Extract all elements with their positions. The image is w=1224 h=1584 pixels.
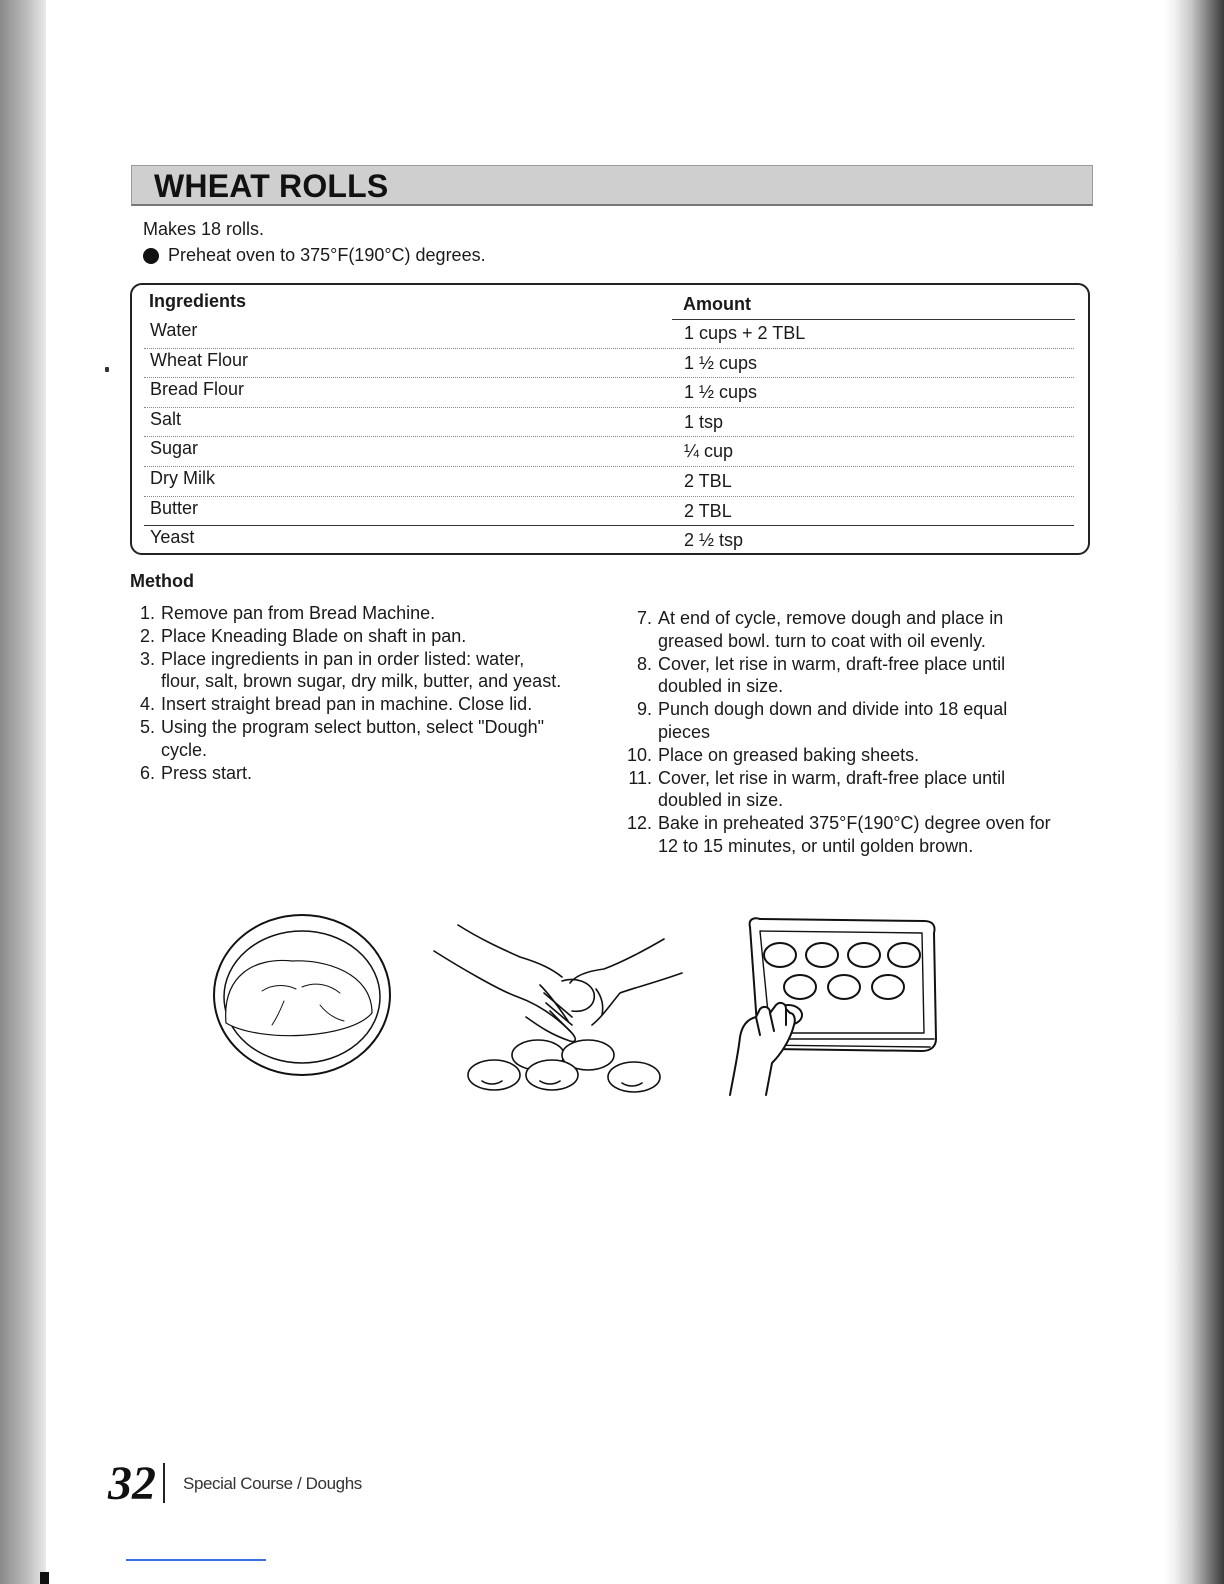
step-text: Using the program select button, select "Dough" cycle. (161, 716, 544, 760)
step-number: 7. (636, 608, 652, 628)
scan-left-edge (0, 0, 46, 1584)
ingredient-amount: 1 tsp (684, 411, 724, 432)
list-item (624, 812, 1064, 858)
step-number: 1. (139, 603, 155, 623)
ingredients-header: Ingredients (149, 291, 247, 311)
ingredient-amount: 2 TBL (684, 470, 732, 491)
ingredient-name: Yeast (150, 527, 195, 548)
ingredient-amount: ¼ cup (684, 441, 734, 462)
step-text: Punch dough down and divide into 18 equal pieces (658, 699, 1008, 742)
footer-divider (163, 1463, 165, 1503)
list-item (127, 602, 567, 625)
table-row (144, 408, 1074, 438)
ingredient-amount: 2 TBL (684, 500, 732, 521)
step-number: 5. (139, 716, 155, 737)
method-heading: Method (130, 571, 194, 591)
list-item (624, 653, 1064, 699)
table-row (144, 437, 1074, 467)
step-number: 11. (628, 767, 652, 788)
list-item (624, 767, 1064, 813)
baking-sheet-illustration (730, 918, 936, 1095)
yield-text: Makes 18 rolls. (143, 219, 265, 239)
step-text: Press start. (161, 762, 253, 783)
scan-speck (105, 367, 109, 372)
step-text: Place ingredients in pan in order listed: water, flour, salt, brown sugar, dry milk, butter, and yeast. (161, 648, 562, 692)
list-item (624, 698, 1064, 744)
table-row (144, 349, 1074, 379)
step-number: 6. (139, 762, 155, 783)
step-text: Place on greased baking sheets. (658, 744, 920, 765)
shaping-hands-illustration (434, 925, 682, 1092)
step-number: 12. (626, 813, 652, 834)
step-number: 4. (139, 694, 155, 715)
dough-bowl-illustration (214, 915, 390, 1075)
list-item (127, 716, 567, 762)
ingredients-table (130, 283, 1090, 555)
table-row (144, 378, 1074, 408)
ingredient-name: Wheat Flour (150, 349, 249, 370)
ingredient-name: Salt (150, 408, 182, 429)
step-text: Remove pan from Bread Machine. (161, 603, 436, 623)
scan-right-edge (1164, 0, 1224, 1584)
table-row (144, 467, 1074, 497)
ingredient-amount: 1 ½ cups (684, 382, 758, 403)
ingredient-name: Butter (150, 497, 199, 518)
ingredient-rows (144, 319, 1074, 555)
ingredient-amount: 1 ½ cups (684, 352, 758, 373)
table-row (144, 497, 1074, 527)
list-item (127, 693, 567, 716)
ingredient-name: Sugar (150, 438, 199, 459)
page-number: 32 (108, 1457, 156, 1510)
ingredient-name: Water (150, 320, 198, 340)
step-number: 8. (636, 653, 652, 674)
method-illustrations (200, 905, 960, 1105)
section-label: Special Course / Doughs (183, 1474, 362, 1493)
ingredient-amount: 2 ½ tsp (684, 530, 744, 551)
method-steps-left (127, 602, 567, 784)
step-text: Place Kneading Blade on shaft in pan. (161, 625, 467, 646)
method-steps-right (624, 607, 1064, 858)
step-number: 3. (139, 648, 155, 669)
title-banner (131, 165, 1093, 206)
scan-blue-line (126, 1559, 266, 1561)
step-number: 2. (139, 625, 155, 646)
ingredient-amount: 1 cups + 2 TBL (684, 323, 806, 343)
list-item (624, 607, 1064, 653)
list-item (127, 625, 567, 648)
list-item (624, 744, 1064, 767)
bullet-icon (143, 248, 159, 264)
ingredient-name: Dry Milk (150, 467, 215, 488)
table-row (144, 526, 1074, 555)
preheat-note (143, 245, 486, 266)
preheat-text: Preheat oven to 375°F(190°C) degrees. (168, 245, 486, 265)
scan-corner-mark (40, 1572, 49, 1584)
table-row (144, 319, 1074, 349)
step-text: At end of cycle, remove dough and place in greased bowl. turn to coat with oil evenly. (658, 608, 1004, 651)
step-text: Insert straight bread pan in machine. Close lid. (161, 694, 533, 715)
list-item (127, 648, 567, 694)
step-number: 9. (636, 699, 652, 720)
recipe-title: WHEAT ROLLS (154, 168, 389, 204)
step-text: Cover, let rise in warm, draft-free place until doubled in size. (658, 653, 1006, 697)
step-text: Bake in preheated 375°F(190°C) degree oven for 12 to 15 minutes, or until golden brown. (658, 813, 1051, 856)
step-text: Cover, let rise in warm, draft-free place until doubled in size. (658, 767, 1006, 811)
amount-header: Amount (683, 294, 751, 314)
ingredient-name: Bread Flour (150, 379, 245, 400)
list-item (127, 762, 567, 785)
step-number: 10. (626, 744, 652, 765)
